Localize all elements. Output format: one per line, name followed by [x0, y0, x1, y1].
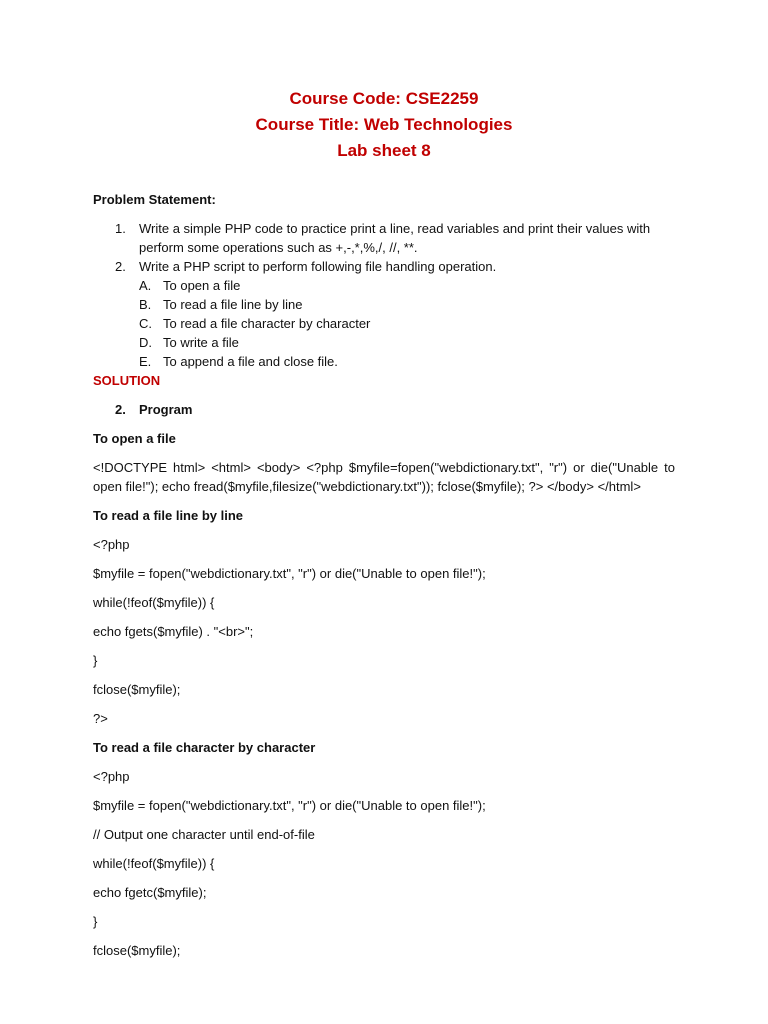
program-heading: [93, 400, 675, 419]
program-label: Program: [139, 402, 193, 417]
code-line: $myfile = fopen("webdictionary.txt", "r") or die("Unable to open file!");: [93, 566, 486, 581]
sub-item-text: To append a file and close file.: [163, 354, 338, 369]
sub-item-letter: B.: [139, 297, 152, 312]
code-line: echo fgets($myfile) . "<br>";: [93, 624, 254, 639]
code-line: }: [93, 914, 98, 929]
code-line: fclose($myfile);: [93, 682, 181, 697]
code-line: <?php: [93, 769, 130, 784]
code-line: while(!feof($myfile)) {: [93, 595, 215, 610]
program-number: 2.: [115, 402, 126, 417]
sub-item-letter: D.: [139, 335, 152, 350]
code-line: ?>: [93, 711, 108, 726]
code-line: $myfile = fopen("webdictionary.txt", "r") or die("Unable to open file!");: [93, 798, 486, 813]
lab-sheet-title: Lab sheet 8: [337, 141, 431, 160]
code-line: echo fgetc($myfile);: [93, 885, 207, 900]
sub-item: [93, 333, 675, 352]
document-body: [93, 190, 675, 960]
course-code: Course Code: CSE2259: [289, 89, 479, 108]
sub-item-letter: E.: [139, 354, 152, 369]
problem-list: [93, 219, 675, 371]
solution-label: SOLUTION: [93, 373, 161, 388]
problem-heading: Problem Statement:: [93, 192, 216, 207]
sub-item-text: To read a file line by line: [163, 297, 303, 312]
problem-item-number: 1.: [115, 221, 126, 236]
sub-item-letter: A.: [139, 278, 152, 293]
problem-item-text: Write a PHP script to perform following file handling operation.: [139, 259, 497, 274]
problem-item-number: 2.: [115, 259, 126, 274]
read-line-heading: To read a file line by line: [93, 508, 244, 523]
problem-item: [93, 257, 675, 276]
code-line: }: [93, 653, 98, 668]
course-title: Course Title: Web Technologies: [255, 115, 513, 134]
code-line: while(!feof($myfile)) {: [93, 856, 215, 871]
code-line: // Output one character until end-of-file: [93, 827, 315, 842]
sub-item-text: To open a file: [163, 278, 241, 293]
sub-item: [93, 352, 675, 371]
code-line: <?php: [93, 537, 130, 552]
open-file-code: <!DOCTYPE html> <html> <body> <?php $myfile=fopen("webdictionary.txt", "r") or die("Unable to open file!"); echo fread($myfile,filesize("webdictionary.txt")); fclose($myfile); ?> </body> </html>: [93, 460, 675, 494]
sub-item-letter: C.: [139, 316, 152, 331]
problem-item-text: Write a simple PHP code to practice print a line, read variables and print their values with perform some operations such as +,-,*,%,/, //, **.: [139, 221, 651, 255]
code-line: fclose($myfile);: [93, 943, 181, 958]
sub-item: [93, 314, 675, 333]
sub-item: [93, 295, 675, 314]
document-header: [0, 86, 768, 164]
open-file-heading: To open a file: [93, 431, 176, 446]
sub-item-text: To write a file: [163, 335, 239, 350]
problem-item: [93, 219, 675, 257]
read-char-heading: To read a file character by character: [93, 740, 316, 755]
sub-item-text: To read a file character by character: [163, 316, 371, 331]
sub-item: [93, 276, 675, 295]
